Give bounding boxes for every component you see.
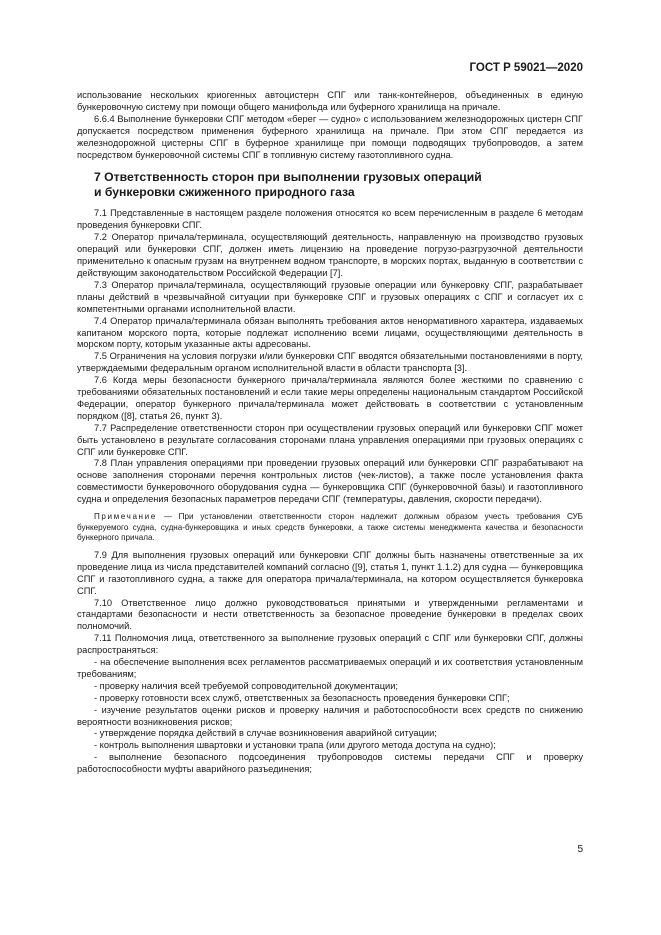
paragraph-7-8: 7.8 План управления операциями при проведении грузовых операций или бункеровки СПГ разрабатывают на основе заполнения сторонами перечня контрольных листов (чек-листов), а также после установления факта совместимости бункеровочного оборудования судна — бункеровщика СПГ (бункеровочной базы) и газотопливного судна и определения безопасных параметров передачи СПГ (температуры, давления, скорости передачи). bbox=[77, 458, 583, 505]
list-item: - на обеспечение выполнения всех регламентов рассматриваемых операций и их соответствия установленным требованиям; bbox=[77, 657, 583, 679]
section-7-title bbox=[77, 170, 583, 200]
document-standard-number: ГОСТ Р 59021—2020 bbox=[469, 62, 583, 74]
section-title-line-1: 7 Ответственность сторон при выполнении грузовых операций bbox=[94, 170, 482, 185]
page-number: 5 bbox=[577, 844, 583, 855]
paragraph-7-6: 7.6 Когда меры безопасности бункерного причала/терминала являются более жесткими по сравнению с требованиями обязательных постановлений и если такие меры определены национальным стандартом Российской Федерации, оператор бункерного причала/терминала может действовать в соответствии с установленным порядком ([8], статья 26, пункт 3). bbox=[77, 375, 583, 421]
paragraph-7-10: 7.10 Ответственное лицо должно руководствоваться принятыми и утвержденными регламентами и стандартами безопасности и нести ответственность за безопасное проведение бункеровки в пределах своих полномочий. bbox=[77, 597, 583, 632]
paragraph-7-7: 7.7 Распределение ответственности сторон при осуществлении грузовых операций или бункеровки СПГ может быть установлено в результате согласования сторонами плана управления операциями при грузовых операциях с СПГ или бункеровке СПГ. bbox=[77, 422, 583, 457]
list-item: - проверку наличия всей требуемой сопроводительной документации; bbox=[94, 680, 399, 691]
paragraph-continuation: использование нескольких криогенных автоцистерн СПГ или танк-контейнеров, объединенных в единую бункеровочную систему при помощи общего манифольда или буферного хранилища на причале. bbox=[77, 90, 583, 112]
paragraph-6-6-4: 6.6.4 Выполнение бункеровки СПГ методом «берег — судно» с использованием железнодорожных цистерн СПГ допускается посредством применения буферного хранилища на причале. При этом СПГ передается из железнодорожной цистерны СПГ в буферное хранилище при помощи подводящих трубопроводов, а затем посредством бункеровочной системы СПГ в топливную систему газотопливного судна. bbox=[77, 113, 583, 160]
list-item: - утверждение порядка действий в случае возникновения аварийной ситуации; bbox=[94, 728, 437, 739]
note-label: Примечание bbox=[94, 512, 157, 522]
paragraph-7-4: 7.4 Оператор причала/терминала обязан выполнять требования актов ненормативного характера, издаваемых капитаном морского порта, которые подлежат исполнению всеми лицами, осуществляющими деятельность в морском порту, которым указанные акты адресованы. bbox=[77, 315, 583, 350]
note-block bbox=[77, 512, 583, 544]
paragraph-7-5: 7.5 Ограничения на условия погрузки и/или бункеровки СПГ вводятся обязательными постановлениями в порту, утверждаемыми федеральным органом исполнительной власти в области транспорта [3]. bbox=[77, 351, 583, 374]
note-text: — При установлении ответственности сторон надлежит должным образом учесть требования СУБ бункеруемого судна, судна-бункеровщика и иных средств бункеровки, а также системы менеджмента качества и безопасности бункерного причала. bbox=[77, 512, 583, 543]
paragraph-7-9: 7.9 Для выполнения грузовых операций или бункеровки СПГ должны быть назначены ответственные за их проведение лица из числа представителей компаний согласно ([9], статья 1, пункт 1.1.2) для судна — бункеровщика СПГ и газотопливного судна, а также для оператора причала/терминала, на котором осуществляется бункеровка СПГ. bbox=[77, 549, 583, 596]
paragraph-7-1: 7.1 Представленные в настоящем разделе положения относятся ко всем перечисленным в разделе 6 методам проведения бункеровки СПГ. bbox=[77, 208, 583, 231]
list-item: - изучение результатов оценки рисков и проверку наличия и работоспособности всех средств по снижению вероятности возникновения рисков; bbox=[77, 704, 583, 727]
list-item: - контроль выполнения швартовки и установки трапа (или другого метода доступа на судно); bbox=[94, 740, 496, 751]
list-item: - выполнение безопасного подсоединения трубопроводов системы передачи СПГ и проверку работоспособности муфты аварийного разъединения; bbox=[77, 752, 583, 775]
list-item: - проверку готовности всех служб, ответственных за безопасность проведения бункеровки СПГ; bbox=[94, 692, 510, 703]
paragraph-7-11: 7.11 Полномочия лица, ответственного за выполнение грузовых операций с СПГ или бункеровки СПГ, должны распространяться: bbox=[77, 633, 583, 656]
document-body bbox=[77, 90, 583, 776]
section-title-line-2: и бункеровки сжиженного природного газа bbox=[94, 185, 355, 200]
paragraph-7-2: 7.2 Оператор причала/терминала, осуществляющий деятельность, направленную на производство грузовых операций или бункеровки СПГ, должен иметь лицензию на проведение погрузо-разгрузочной деятельности применительно к опасным грузам на внутреннем водном транспорте, в морских портах, выданную в соответствии с действующим законодательством Российской Федерации [7]. bbox=[77, 232, 583, 278]
paragraph-7-3: 7.3 Оператор причала/терминала, осуществляющий грузовые операции или бункеровку СПГ, разрабатывает планы действий в чрезвычайной ситуации при бункеровке СПГ и грузовых операциях с СПГ и согласует их с компетентными органами исполнительной власти. bbox=[77, 279, 583, 314]
